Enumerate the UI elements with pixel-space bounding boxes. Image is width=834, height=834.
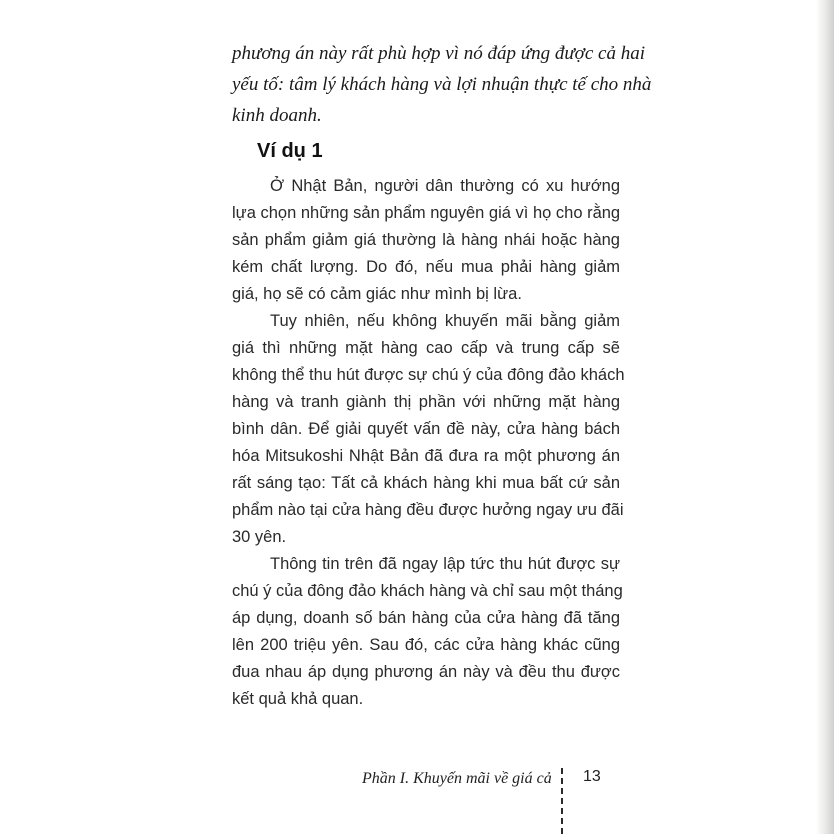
page-number: 13 — [583, 768, 601, 785]
text-line: Ở Nhật Bản, người dân thường có xu hướng — [270, 177, 620, 195]
footer-divider — [561, 768, 563, 834]
text-line: kém chất lượng. Do đó, nếu mua phải hàng giảm — [232, 258, 620, 276]
text-line: chú ý của đông đảo khách hàng và chỉ sau một tháng — [232, 582, 623, 600]
text-line: lên 200 triệu yên. Sau đó, các cửa hàng khác cũng — [232, 636, 620, 654]
text-line: giá thì những mặt hàng cao cấp và trung cấp sẽ — [232, 339, 620, 357]
intro-paragraph — [232, 38, 652, 131]
page-edge-shadow — [816, 0, 834, 834]
paragraph-3 — [232, 551, 623, 713]
text-line: kết quả khả quan. — [232, 690, 364, 708]
intro-line: yếu tố: tâm lý khách hàng và lợi nhuận thực tế cho nhà — [232, 74, 652, 95]
body-text — [232, 173, 625, 713]
text-line: sản phẩm giảm giá thường là hàng nhái hoặc hàng — [232, 231, 620, 249]
text-line: đua nhau áp dụng phương án này và đều thu được — [232, 663, 620, 681]
text-line: giá, họ sẽ có cảm giác như mình bị lừa. — [232, 285, 522, 303]
intro-line: kinh doanh. — [232, 105, 322, 126]
text-line: không thể thu hút được sự chú ý của đông đảo khách — [232, 366, 625, 384]
text-line: áp dụng, doanh số bán hàng của cửa hàng đã tăng — [232, 609, 620, 627]
text-line: Thông tin trên đã ngay lập tức thu hút được sự — [270, 555, 620, 573]
text-line: 30 yên. — [232, 528, 287, 546]
paragraph-1 — [232, 173, 620, 308]
intro-line: phương án này rất phù hợp vì nó đáp ứng được cả hai — [232, 43, 645, 64]
text-line: lựa chọn những sản phẩm nguyên giá vì họ cho rằng — [232, 204, 621, 222]
section-heading: Ví dụ 1 — [257, 140, 323, 162]
text-line: bình dân. Để giải quyết vấn đề này, cửa hàng bách — [232, 420, 620, 438]
paragraph-2 — [232, 308, 625, 551]
text-line: rất sáng tạo: Tất cả khách hàng khi mua bất cứ sản — [232, 474, 620, 492]
text-line: hóa Mitsukoshi Nhật Bản đã đưa ra một phương án — [232, 447, 620, 465]
text-line: Tuy nhiên, nếu không khuyến mãi bằng giảm — [270, 312, 620, 330]
text-line: hàng và tranh giành thị phần với những mặt hàng — [232, 393, 620, 411]
text-line: phẩm nào tại cửa hàng đều được hưởng ngay ưu đãi — [232, 501, 624, 519]
running-footer-title: Phần I. Khuyến mãi về giá cả — [362, 770, 552, 787]
